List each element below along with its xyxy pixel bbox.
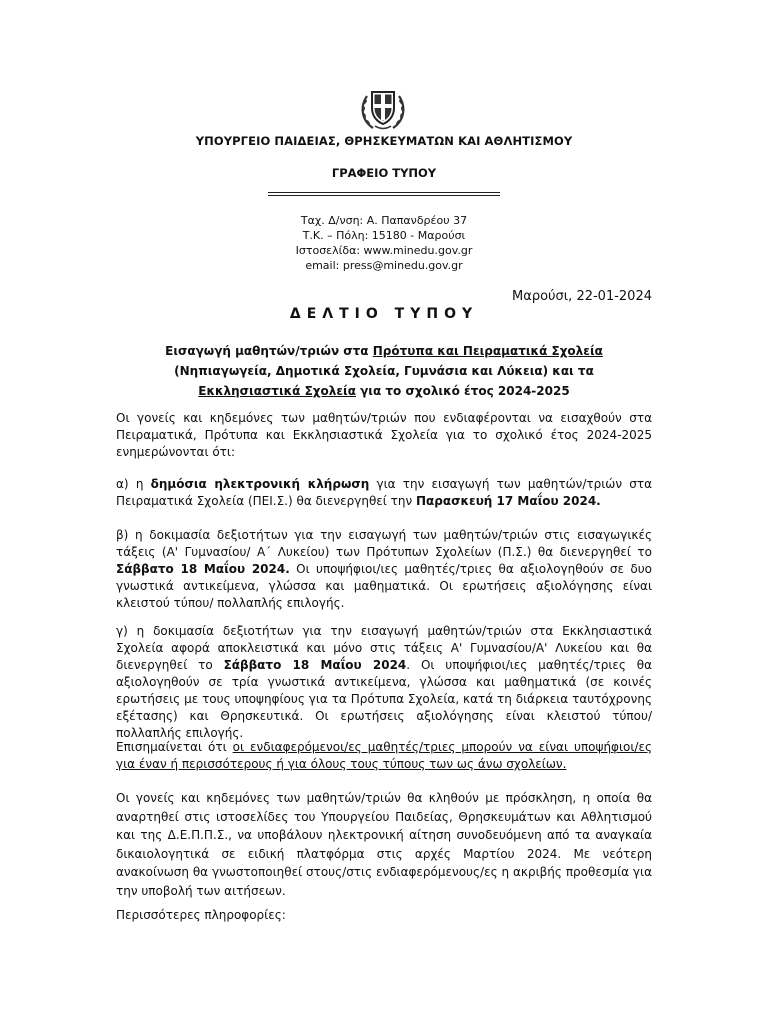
- paragraph-b-bold: Σάββατο 18 Μαΐου 2024.: [116, 562, 290, 576]
- paragraph-a-bold-2: Παρασκευή 17 Μαΐου 2024.: [416, 494, 601, 508]
- release-date: Μαρούσι, 22-01-2024: [512, 289, 652, 304]
- header-divider-top: [268, 192, 500, 193]
- paragraph-more-info: Περισσότερες πληροφορίες:: [116, 908, 286, 922]
- contact-block: [0, 213, 768, 273]
- subject-text-3: για το σχολικό έτος 2024-2025: [355, 384, 570, 398]
- paragraph-c: [116, 623, 652, 742]
- paragraph-c-text-2: . Οι υποψήφιοι/ιες μαθητές/τριες θα αξιολογηθούν σε τρία γνωστικά αντικείμενα, γλώσσα και μαθηματικά (σε κοινές ερωτήσεις με τους υποψηφίους για τα Πρότυπα Σχολεία, κατά τη διάρκεια ταυτόχρονης εξέτασης) και Θρησκευτικά. Οι ερωτήσεις αξιολόγησης είναι κλειστού τύπου/ πολλαπλής επιλογής.: [116, 658, 653, 740]
- header-divider-bottom: [268, 195, 500, 196]
- subject-underlined-ecclesiastical-schools: Εκκλησιαστικά Σχολεία: [198, 384, 356, 398]
- contact-website: Ιστοσελίδα: www.minedu.gov.gr: [295, 244, 473, 257]
- greek-coat-of-arms-icon: [357, 86, 409, 132]
- paragraph-a-text-1: α) η: [116, 477, 151, 491]
- contact-address: Ταχ. Δ/νση: Α. Παπανδρέου 37: [300, 214, 468, 227]
- paragraph-note: [116, 739, 652, 773]
- ministry-name: ΥΠΟΥΡΓΕΙΟ ΠΑΙΔΕΙΑΣ, ΘΡΗΣΚΕΥΜΑΤΩΝ ΚΑΙ ΑΘΛΗΤΙΣΜΟΥ: [195, 134, 573, 148]
- paragraph-b-text-1: β) η δοκιμασία δεξιοτήτων για την εισαγωγή των μαθητών/τριών στις εισαγωγικές τάξεις (Α' Γυμνασίου/ Α΄ Λυκείου) των Πρότυπων Σχολείων (Π.Σ.) θα διενεργηθεί το: [116, 528, 652, 559]
- subject-heading: [128, 341, 640, 401]
- paragraph-note-text: Επισημαίνεται ότι: [116, 740, 233, 754]
- paragraph-application: Οι γονείς και κηδεμόνες των μαθητών/τριών θα κληθούν με πρόσκληση, η οποία θα αναρτηθεί στις ιστοσελίδες του Υπουργείου Παιδείας, Θρησκευμάτων και Αθλητισμού και της Δ.Ε.Π.Π.Σ., να υποβάλουν ηλεκτρονική αίτηση συνοδευόμενη από τα αναγκαία δικαιολογητικά σε ειδική πλατφόρμα στις αρχές Μαρτίου 2024. Με νεότερη ανακοίνωση θα γνωστοποιηθεί στους/στις ενδιαφερόμενους/ες η ακριβής προθεσμία για την υποβολή των αιτήσεων.: [116, 791, 652, 898]
- contact-email: email: press@minedu.gov.gr: [305, 259, 463, 272]
- subject-text-1: Εισαγωγή μαθητών/τριών στα: [165, 344, 373, 358]
- contact-postal: Τ.Κ. – Πόλη: 15180 - Μαρούσι: [302, 229, 466, 242]
- press-office-title: ΓΡΑΦΕΙΟ ΤΥΠΟΥ: [331, 166, 437, 180]
- paragraph-a-bold-1: δημόσια ηλεκτρονική κλήρωση: [150, 477, 370, 491]
- press-release-heading: ΔΕΛΤΙΟ ΤΥΠΟΥ: [289, 306, 479, 322]
- paragraph-a-text-2: για την εισαγωγή των μαθητών/τριών στα Πειραματικά Σχολεία (ΠΕΙ.Σ.) θα διενεργηθεί την: [116, 477, 652, 508]
- paragraph-c-text-1: γ) η δοκιμασία δεξιοτήτων για την εισαγωγή μαθητών/τριών στα Εκκλησιαστικά Σχολεία αφορά αποκλειστικά και μόνο στις τάξεις Α' Γυμνασίου/Α' Λυκείου και θα διενεργηθεί το: [116, 624, 652, 672]
- paragraph-b-text-2: Οι υποψήφιοι/ιες μαθητές/τριες θα αξιολογηθούν σε δυο γνωστικά αντικείμενα, γλώσσα και μαθηματικά. Οι ερωτήσεις αξιολόγησης είναι κλειστού τύπου/ πολλαπλής επιλογής.: [116, 562, 652, 610]
- subject-text-2: (Νηπιαγωγεία, Δημοτικά Σχολεία, Γυμνάσια και Λύκεια) και τα: [174, 364, 594, 378]
- paragraph-c-bold: Σάββατο 18 Μαΐου 2024: [223, 658, 407, 672]
- paragraph-intro: Οι γονείς και κηδεμόνες των μαθητών/τριών που ενδιαφέρονται να εισαχθούν στα Πειραματικά, Πρότυπα και Εκκλησιαστικά Σχολεία για το σχολικό έτος 2024-2025 ενημερώνονται ότι:: [116, 411, 652, 459]
- paragraph-note-underlined: οι ενδιαφερόμενοι/ες μαθητές/τριες μπορούν να είναι υποψήφιοι/ες για έναν ή περισσότερους ή για όλους τους τύπους των ως άνω σχολείων.: [116, 740, 652, 771]
- paragraph-a: [116, 476, 652, 510]
- subject-underlined-pilot-schools: Πρότυπα και Πειραματικά Σχολεία: [372, 344, 603, 358]
- paragraph-b: [116, 527, 652, 612]
